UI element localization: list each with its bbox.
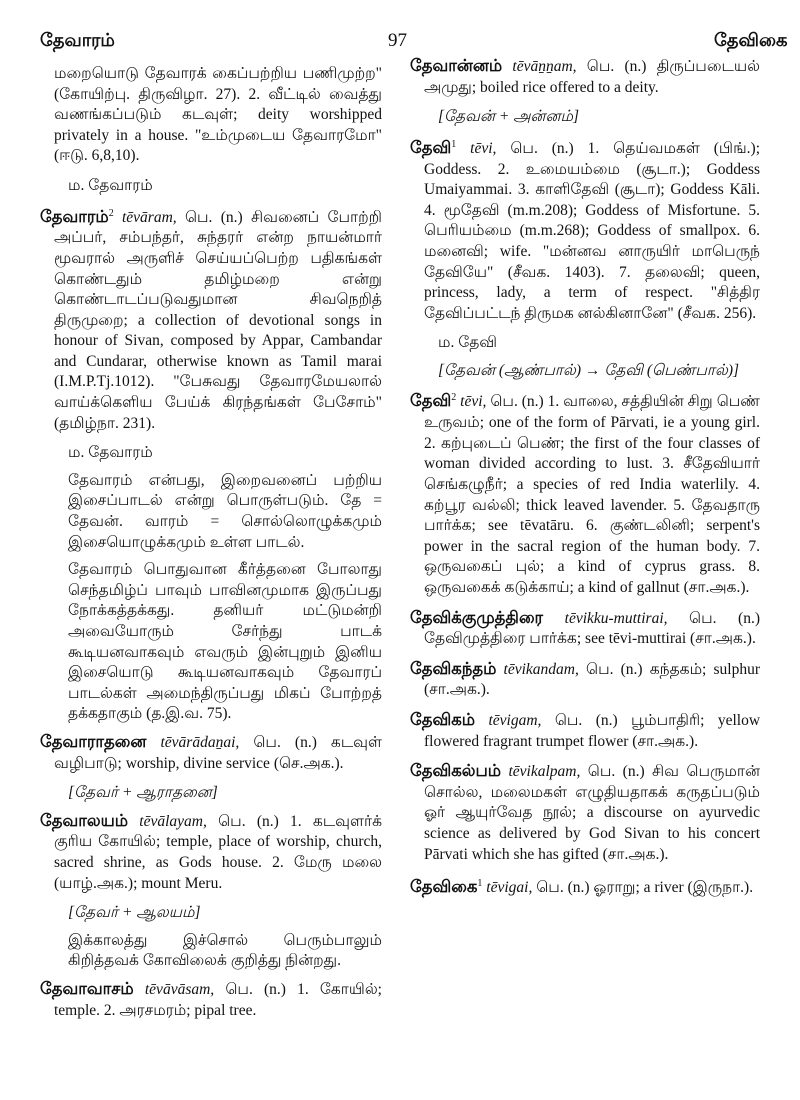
dictionary-entry bbox=[40, 811, 382, 894]
transliteration: tēvārādaṉai, bbox=[160, 733, 240, 751]
definition: பெ. (n.) 1. கடவுளர்க் குரிய கோயில்; temple, place of worship, church, sacred shrine, as Gods house. 2. மேரு மலை (யாழ்.அக.); mount Meru. bbox=[54, 812, 382, 892]
headword: தேவாரம் bbox=[40, 206, 109, 226]
transliteration: tēvikandam, bbox=[503, 660, 579, 678]
headword: தேவிகல்பம் bbox=[410, 761, 502, 781]
headword: தேவி bbox=[410, 391, 452, 411]
dictionary-entry bbox=[40, 979, 382, 1021]
headword: தேவிக்குமுத்திரை bbox=[410, 607, 544, 627]
usage-note: இக்காலத்து இச்சொல் பெரும்பாலும் கிறித்தவக் கோவிலைக் குறித்து நின்றது. bbox=[68, 931, 382, 970]
dictionary-entry bbox=[40, 204, 382, 435]
dictionary-entry bbox=[40, 732, 382, 774]
derivation-note: [தேவர் + ஆலயம்] bbox=[68, 904, 201, 922]
headword: தேவிகம் bbox=[410, 709, 476, 729]
definition: பெ. (n.) 1. வாலை, சத்தியின் சிறு பெண் உருவம்; one of the form of Pārvati, ie a young girl. 2. கற்புடைப் பெண்; the first of the four classes of woman divided according to lust. 3. சீதேவியார் செங்கழுநீர்; a species of red India waterlily. 4. கற்பூர வல்லி; thick leaved lavender. 5. தேவதாரு பார்க்க; see tēvatāru. 6. குண்டலினி; serpent's power in the sacral region of the human body. 7. ஒருவகைப் புல்; a kind of cyprus grass. 8. ஒருவகைக் கடுக்காய்; a kind of gallnut (சா.அக.). bbox=[424, 393, 761, 596]
transliteration: tēvāram, bbox=[121, 208, 177, 226]
transliteration: tēvāvāsam, bbox=[144, 980, 215, 998]
headword: தேவிகை bbox=[410, 877, 478, 897]
definition: பெ. (n.) சிவனைப் போற்றி அப்பர், சம்பந்தர், சுந்தரர் என்ற நாயன்மார் மூவரால் அருளிச் செய்யப்பெற்ற பதிகங்கள் கொண்டதும் தமிழ்மறை என்று கொண்டாடப்படுவதுமான சிவநெறித் திருமுறை; a collection of devotional songs in honour of Sivan, composed by Appar, Cambandar and Cundarar, otherwise known as Tamil marai (I.M.P.Tj.1012). "பேசுவது தேவாரமேயலால் வாய்க்கெளிய பேய்க் கிரந்தங்கள் பேசோம்" (தமிழ்நா. 231). bbox=[54, 208, 382, 432]
transliteration: tēvigai, bbox=[486, 879, 533, 897]
transliteration: tēvikalpam, bbox=[508, 763, 581, 781]
dictionary-entry bbox=[410, 608, 760, 650]
left-column bbox=[40, 64, 382, 1030]
running-head-right: தேவிகை bbox=[714, 30, 788, 50]
dictionary-entry bbox=[410, 659, 760, 701]
definition: பெ. (n.) சிவ பெருமான் சொல்ல, மலைமகள் எழுதியதாகக் கருதப்படும் ஓர் ஆயுர்வேத நூல்; a discourse on ayurvedic science as delivered by God Sivan to his concert Pārvati which she has gifted (சா.அக.). bbox=[424, 763, 760, 863]
headword: தேவிகந்தம் bbox=[410, 658, 497, 678]
dictionary-entry bbox=[410, 874, 760, 899]
definition: பெ. (n.) 1. தெய்வமகள் (பிங்.); Goddess. 2. உமையம்மை (சூடா.); Goddess Umaiyammai. 3. காளிதேவி (சூடா); Goddess Kāli. 4. மூதேவி (m.m.208); Goddess of Misfortune. 5. பெரியம்மை (m.m.268); Goddess of smallpox. 6. மனைவி; wife. "மன்னவ னாருயிர் மாபெருந் தேவியே" (சீவக. 1403). 7. தலைவி; queen, princess, lady, a term of respect. "சித்திர தேவிப்பட்டந் திருமக னல்கினானே" (சீவக. 256). bbox=[424, 139, 760, 322]
dictionary-entry bbox=[410, 761, 760, 865]
dictionary-entry bbox=[410, 388, 760, 598]
headword: தேவி bbox=[410, 137, 452, 157]
dictionary-entry bbox=[410, 135, 760, 325]
definition: பெ. (n.) தேவிமுத்திரை பார்க்க; see tēvi-muttirai (சா.அக.). bbox=[424, 609, 761, 648]
definition: பெ. (n.) கந்தகம்; sulphur (சா.அக.). bbox=[424, 660, 760, 699]
etymology-note: தேவாரம் என்பது, இறைவனைப் பற்றிய இசைப்பாடல் என்று பொருள்படும். தே = தேவன். வாரம் = சொல்லொழுக்கமும் இசையொழுக்கமும் உள்ள பாடல். bbox=[68, 471, 382, 551]
transliteration: tēvi, bbox=[470, 139, 497, 157]
definition: பெ. (n.) பூம்பாதிரி; yellow flowered fragrant trumpet flower (சா.அக.). bbox=[424, 711, 761, 750]
homonym-number: 1 bbox=[477, 878, 483, 890]
derivation-note: [தேவர் + ஆராதனை] bbox=[68, 784, 218, 802]
definition: பெ. (n.) 1. கோயில்; temple. 2. அரசமரம்; pipal tree. bbox=[54, 980, 382, 1019]
etymology-note: தேவாரம் பொதுவான கீர்த்தனை போலாது செந்தமிழ்ப் பாவும் பாவினமுமாக இருப்பது நோக்கத்தக்கது. தனியர் மட்டுமன்றி அவையோரும் சேர்ந்து பாடக் கூடியனவாகவும் எவரும் இன்புறும் இனிய இசையொடு கூடியனவாகவும் தேவாரப் பாடல்கள் அமைந்திருப்பது மிகப் போற்றத் தக்கதாகும் (த.இ.வ. 75). bbox=[68, 561, 382, 723]
right-column bbox=[410, 56, 760, 908]
headword: தேவான்னம் bbox=[410, 56, 503, 75]
derivation-note: [தேவன் (ஆண்பால்) → தேவி (பெண்பால்)] bbox=[438, 361, 740, 379]
definition: பெ. (n.) திருப்படையல் அமுது; boiled rice offered to a deity. bbox=[424, 58, 760, 96]
headword: தேவாவாசம் bbox=[40, 978, 134, 998]
page-number: 97 bbox=[388, 30, 407, 51]
headword: தேவாலயம் bbox=[40, 810, 128, 830]
dictionary-entry bbox=[410, 56, 760, 98]
definition: பெ. (n.) ஓராறு; a river (இருநா.). bbox=[532, 879, 754, 897]
running-head-left: தேவாரம் bbox=[40, 30, 115, 50]
cognate-note: ம. தேவி bbox=[438, 334, 497, 352]
homonym-number: 1 bbox=[451, 138, 457, 150]
transliteration: tēvi, bbox=[460, 393, 487, 411]
homonym-number: 2 bbox=[108, 207, 114, 219]
headword: தேவாராதனை bbox=[40, 731, 147, 751]
cognate-note: ம. தேவாரம் bbox=[68, 444, 153, 462]
cognate-note: ம. தேவாரம் bbox=[68, 176, 153, 194]
transliteration: tēvikku-muttirai, bbox=[564, 609, 668, 627]
homonym-number: 2 bbox=[451, 392, 457, 404]
continued-text: மறையொடு தேவாரக் கைப்பற்றிய பணிமுற்ற" (கோயிற்பு. திருவிழா. 27). 2. வீட்டில் வைத்து வணங்கப்படும் கடவுள்; deity worshipped privately in a house. "உம்முடைய தேவாரமோ" (ஈடு. 6,8,10). bbox=[54, 65, 382, 165]
derivation-note: [தேவன் + அன்னம்] bbox=[438, 108, 579, 126]
dictionary-entry bbox=[410, 710, 760, 752]
transliteration: tēvāṉṉam, bbox=[512, 58, 577, 75]
definition: பெ. (n.) கடவுள் வழிபாடு; worship, divine service (செ.அக.). bbox=[54, 733, 383, 772]
transliteration: tēvālayam, bbox=[139, 812, 207, 830]
transliteration: tēvigam, bbox=[488, 711, 542, 729]
